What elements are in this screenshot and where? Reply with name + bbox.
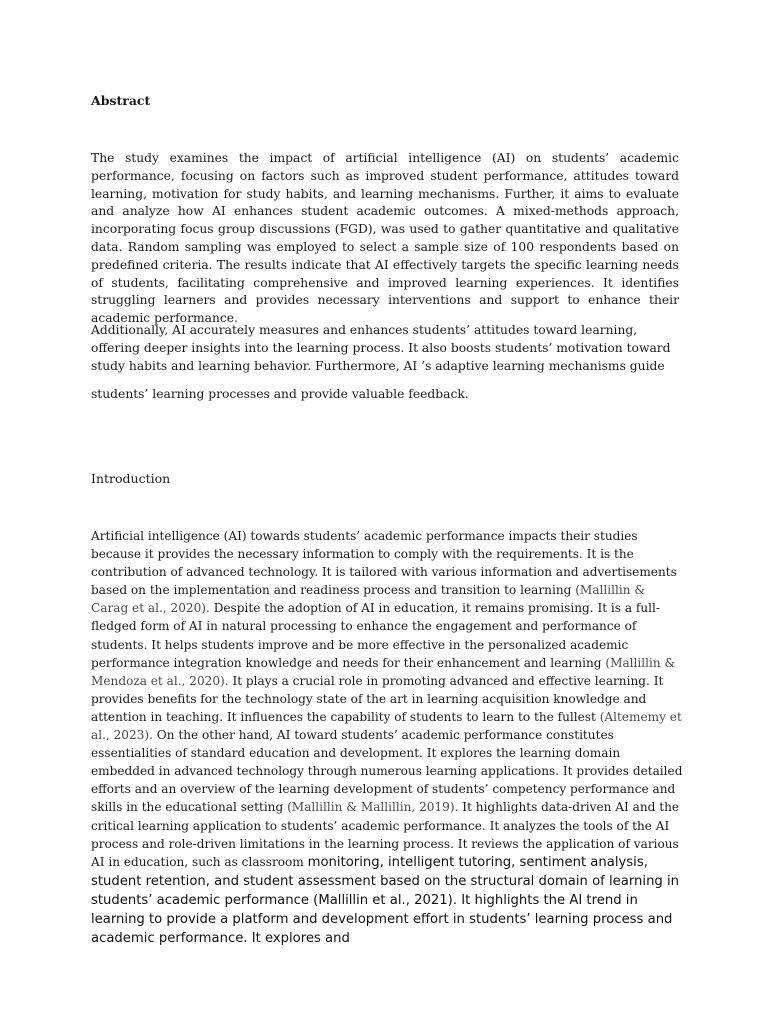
intro-text-6: monitoring, intelligent tutoring, sentiment analysis, student retention, and student assessment based on the structural domain of learning in students’ academic performance: [91, 854, 680, 908]
citation-1: (Mallillin & Carag et al., 2020).: [91, 583, 646, 616]
abstract-paragraph-2: Additionally, AI accurately measures and enhances students’ attitudes toward learning, offering deeper insights into the learning process. It also boosts students’ motivation toward study habits and learning behavior. Furthermore, AI ’s adaptive learning mechanisms guide: [91, 323, 671, 373]
abstract-heading: Abstract: [91, 93, 151, 108]
introduction-paragraph: [91, 527, 683, 948]
abstract-paragraph-1: The study examines the impact of artificial intelligence (AI) on students’ academic performance, focusing on factors such as improved student performance, attitudes toward learning, motivation for study habits, and learning mechanisms. Further, it aims to evaluate and analyze how AI enhances student academic outcomes. A mixed-methods approach, incorporating focus group discussions (FGD), was used to gather quantitative and qualitative data. Random sampling was employed to select a sample size of 100 respondents based on predefined criteria. The results indicate that AI effectively targets the specific learning needs of students, facilitating comprehensive and improved learning experiences. It identifies struggling learners and provides necessary interventions and support to enhance their academic performance.: [91, 151, 679, 326]
intro-text-4: On the other hand, AI toward students’ academic performance constitutes essentialities of standard education and development. It explores the learning domain embedded in advanced technology through numerous learning applications. It provides detailed efforts and an overview of the learning development of students’ competency performance and skills in the educational setting: [91, 728, 683, 815]
introduction-heading: Introduction: [91, 471, 171, 486]
citation-2: (Mallillin & Mendoza et al., 2020).: [91, 655, 676, 688]
intro-text-3: It plays a crucial role in promoting advanced and effective learning. It provides benefits for the technology state of the art in learning acquisition knowledge and attention in teaching. It influences the capability of students to learn to the fullest: [91, 673, 664, 724]
intro-text-2: Despite the adoption of AI in education, it remains promising. It is a full-fledged form of AI in natural processing to enhance the engagement and performance of students. It helps students improve and be more effective in the personalized academic performance integration knowledge and needs for their enhancement and learning: [91, 601, 660, 670]
citation-5: (Mallillin et al., 2021).: [313, 892, 458, 908]
intro-text-1: Artificial intelligence (AI) towards students’ academic performance impacts their studies because it provides the necessary information to comply with the requirements. It is the contribution of advanced technology. It is tailored with various information and advertisements based on the implementation and readiness process and transition to learning: [91, 529, 677, 598]
intro-text-5: It highlights data-driven AI and the critical learning application to students’ academic performance. It analyzes the tools of the AI process and role-driven limitations in the learning process. It reviews the application of various AI in education, such as classroom: [91, 800, 680, 869]
citation-4: (Mallillin & Mallillin, 2019).: [287, 800, 459, 815]
citation-3: (Altememy et al., 2023).: [91, 709, 682, 743]
abstract-paragraph-3: students’ learning processes and provide valuable feedback.: [91, 387, 469, 401]
intro-text-7: It highlights the AI trend in learning to provide a platform and development effort in students’ learning process and academic performance. It explores and: [91, 892, 673, 947]
